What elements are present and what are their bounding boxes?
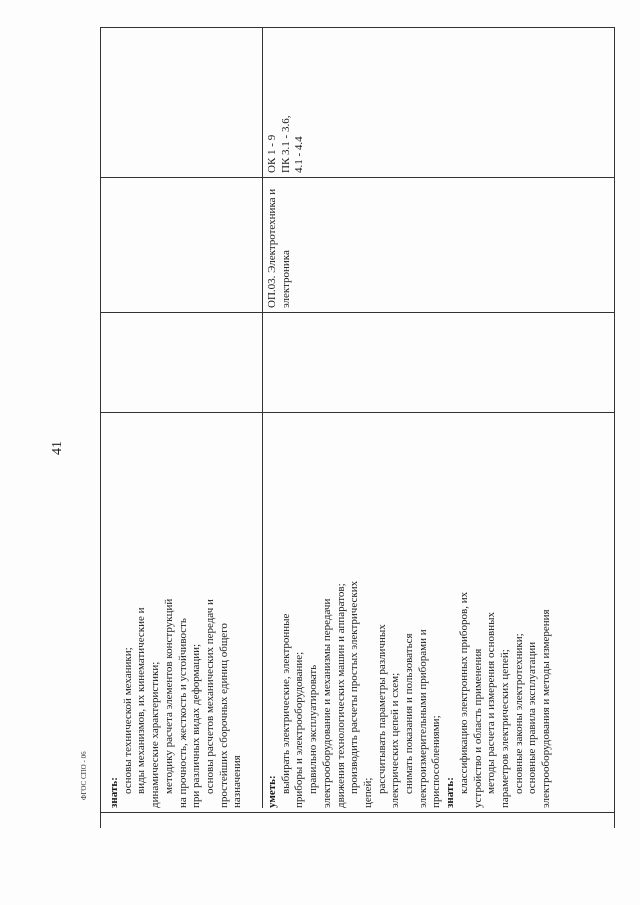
section1-know-item: динамические характеристики; [149,661,162,808]
section1-know-item: при различных видах деформации; [190,643,203,808]
section2-skill-item: производить расчеты простых электрических [348,580,361,794]
column-divider-4 [100,177,615,178]
table-border-top [100,28,101,828]
column-divider-2 [100,412,615,413]
section2-know-item: основные правила эксплуатации [526,641,539,794]
section2-skill-item: цепей; [361,777,374,808]
table-border-bottom [614,28,615,828]
section2-know-item: электрооборудования и методы измерения [540,609,553,808]
section2-skill-item: рассчитывать параметры различных [375,624,388,794]
section2-know-item: параметров электрических цепей; [498,649,511,808]
section2-skill-item: выбирать электрические, электронные [279,613,292,794]
section2-skills-label: уметь: [266,775,278,808]
page-number: 41 [50,441,65,455]
competencies-cell [266,116,307,173]
section2-know-item: классификацию электронных приборов, их [457,591,470,794]
section2-skill-item: приборы и электрооборудование; [293,651,306,808]
section2-skill-item: электрических цепей и схем; [389,672,402,808]
discipline-name-line: ОП.03. Электротехника и [266,188,278,308]
rotated-table [100,28,615,828]
section1-know-item: основы технической механики; [121,647,134,794]
column-divider-1 [100,812,615,813]
section1-know-item: основы расчетов механических передач и [203,599,216,794]
column-divider-3 [100,312,615,313]
section1-text [108,599,245,808]
section2-know-item: устройство и область применения [471,648,484,808]
section2-know-label: знать: [444,777,457,808]
section2-know-item: методы расчета и измерения основных [485,612,498,794]
discipline-cell [266,189,293,308]
section1-know-item: виды механизмов, их кинематические и [135,607,148,794]
competency-code: ОК 1 - 9 [266,134,278,173]
section1-know-label: знать: [108,777,120,808]
section2-text [266,581,554,808]
section1-know-item: простейших сборочных единиц общего [217,623,230,808]
section2-skill-item: правильно эксплуатировать [307,664,320,794]
footer-code: ФГОС СПО - 06 [80,751,88,800]
section2-know-item: основные законы электротехники; [512,633,525,794]
section1-know-item: методику расчета элементов конструкций [162,598,175,794]
table-border-right [100,27,615,28]
section2-skill-item: электрооборудование и механизмы передачи [320,598,333,808]
section2-skill-item: электроизмерительными приборами и [416,629,429,808]
section2-skill-item: снимать показания и пользоваться [403,633,416,794]
row-divider [262,28,263,808]
section1-know-item: назначения [231,755,244,808]
competency-code: 4.1 - 4.4 [293,136,306,173]
discipline-name-line: электроника [279,250,292,308]
competency-code: ПК 3.1 - 3.6, [279,115,292,173]
section2-skill-item: движения технологических машин и аппаратов; [334,583,347,808]
section1-know-item: на прочность, жесткость и устойчивость [176,618,189,808]
section2-skill-item: приспособлениями; [430,715,443,808]
